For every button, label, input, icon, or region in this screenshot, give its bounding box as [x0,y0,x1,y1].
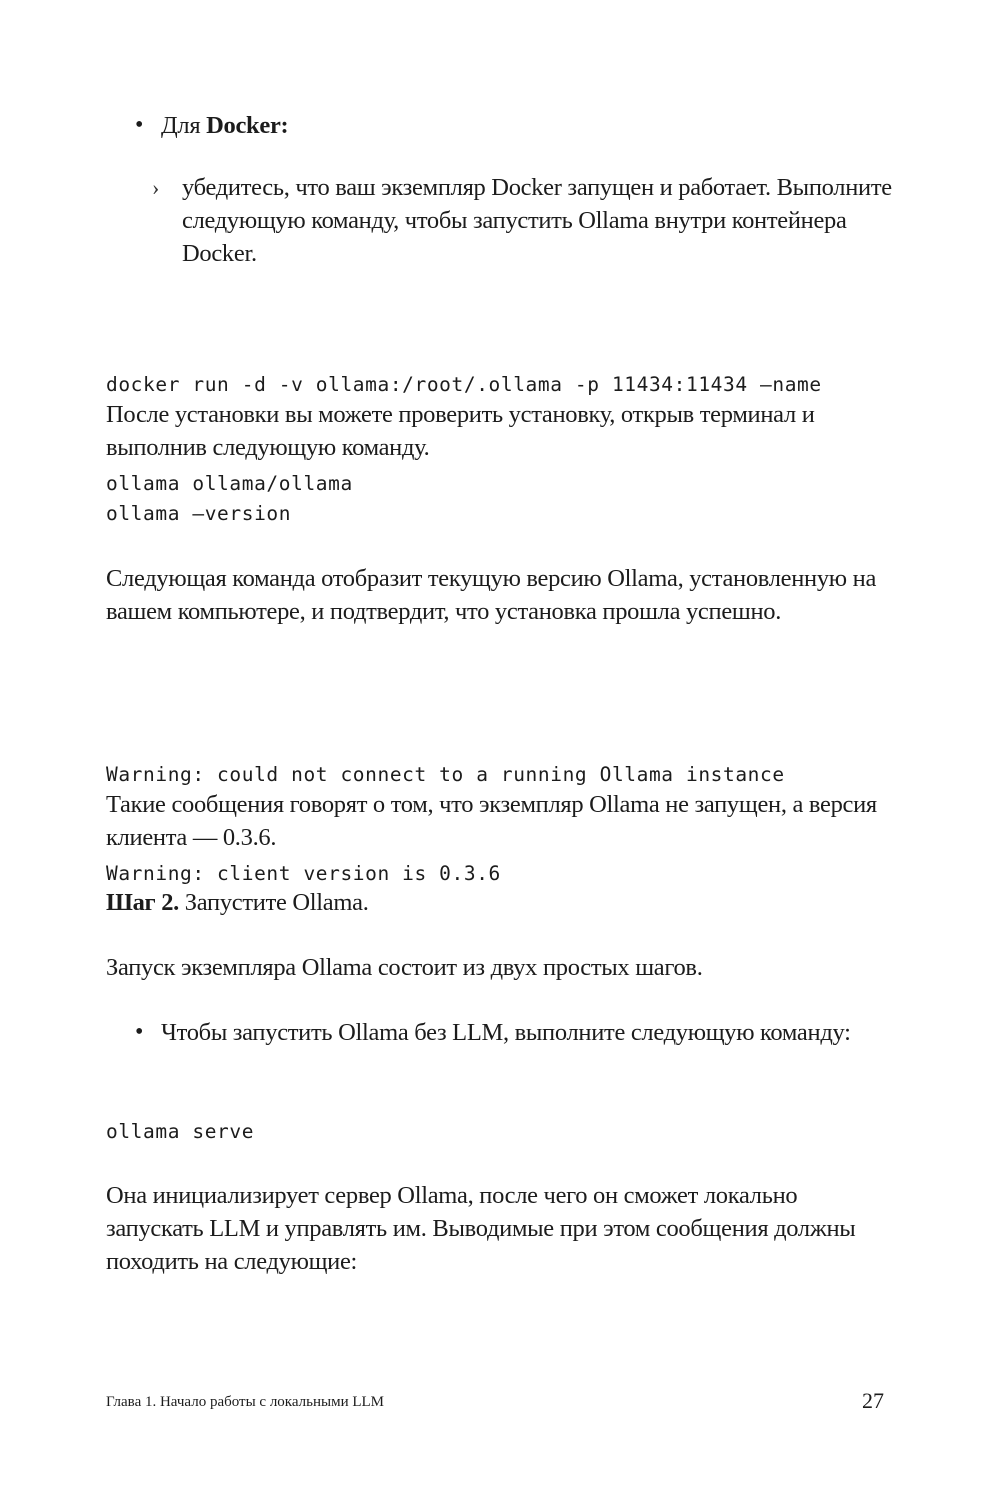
paragraph-after-install: После установки вы можете проверить установку, открыв терминал и выполнив следующую команду. [106,401,815,461]
serve-bullet-text: Чтобы запустить Ollama без LLM, выполните следующую команду: [161,1019,851,1046]
bullet-prefix: Для [161,112,207,139]
code-version: ollama —version [106,502,292,525]
step-2-heading [106,886,896,919]
code-line: docker run -d -v ollama:/root/.ollama -p 11434:11434 —name [106,373,822,396]
page-number: 27 [862,1388,884,1413]
step-label: Шаг 2. [106,889,179,916]
paragraph-warning: Такие сообщения говорят о том, что экземпляр Ollama не запущен, а версия клиента — 0.3.6. [106,791,877,851]
code-line: ollama ollama/ollama [106,472,353,495]
docker-label: Docker: [206,112,289,139]
paragraph-serve: Она инициализирует сервер Ollama, после чего он сможет локально запускать LLM и управлять им. Выводимые при этом сообщения должны походить на следующие: [106,1182,856,1275]
code-serve: ollama serve [106,1120,255,1143]
code-line: Warning: client version is 0.3.6 [106,862,501,885]
paragraph-version: Следующая команда отобразит текущую версию Ollama, установленную на вашем компьютере, и подтвердит, что установка прошла успешно. [106,565,877,625]
bullet-marker: • [135,1019,144,1045]
docker-sub-item [152,171,892,270]
paragraph-launch: Запуск экземпляра Ollama состоит из двух простых шагов. [106,954,703,981]
chevron-right-icon: › [152,175,160,200]
docker-bullet [135,109,895,142]
step-text: Запустите Ollama. [178,889,369,916]
footer-chapter-title: Глава 1. Начало работы с локальными LLM [106,1394,385,1410]
code-line: Warning: could not connect to a running Ollama instance [106,763,785,786]
serve-bullet [135,1016,895,1049]
docker-sub-text: убедитесь, что ваш экземпляр Docker запущен и работает. Выполните следующую команду, чтобы запустить Ollama внутри контейнера Docker. [182,174,892,267]
bullet-marker: • [135,112,144,138]
